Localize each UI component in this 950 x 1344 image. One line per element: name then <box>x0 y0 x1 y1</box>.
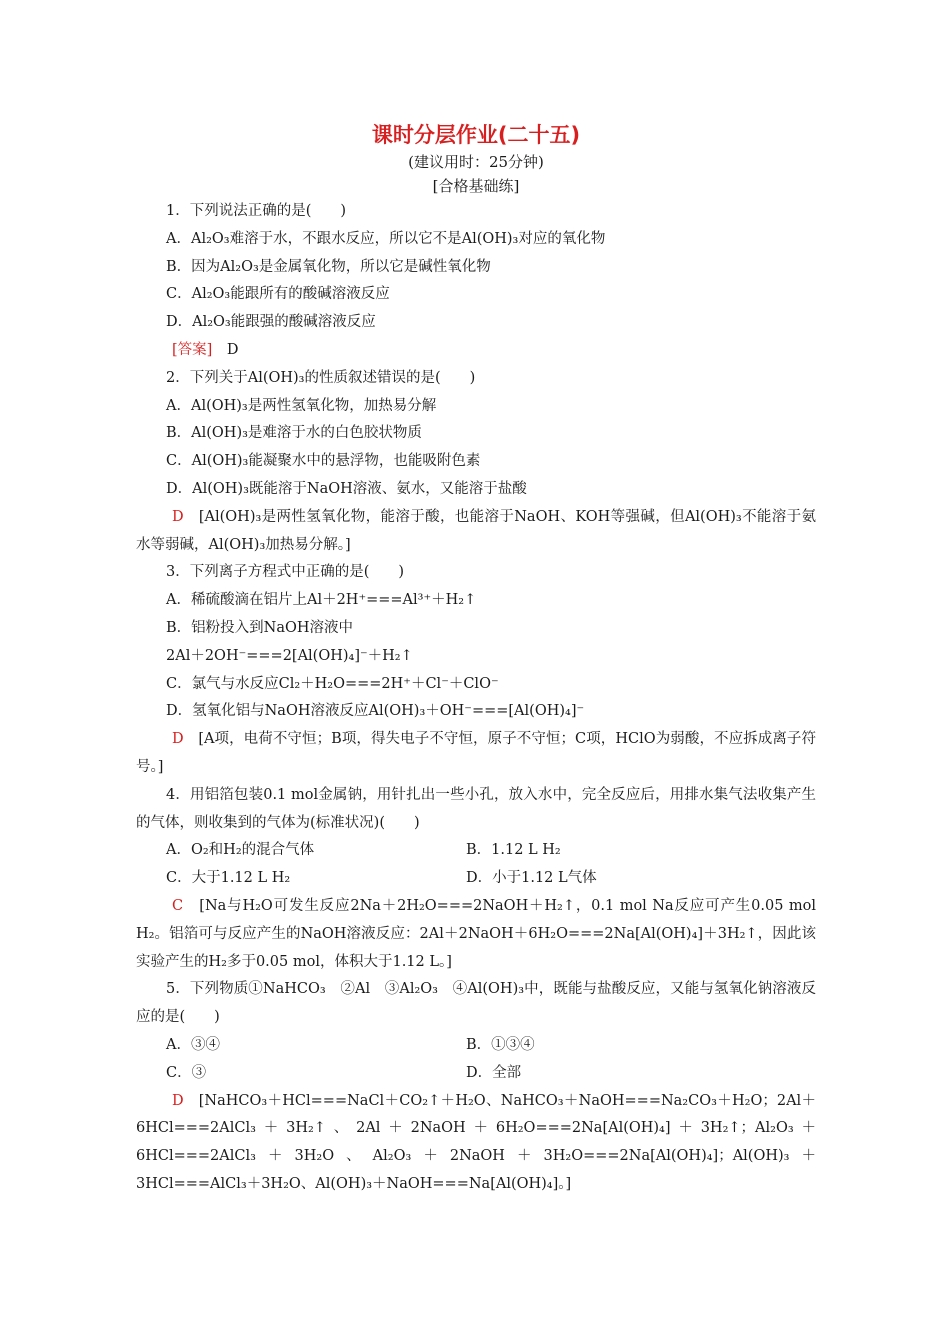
q1-option-c: C．Al₂O₃能跟所有的酸碱溶液反应 <box>166 286 390 303</box>
q4-option-d: D．小于1.12 L气体 <box>466 870 597 887</box>
q3-option-d: D．氢氧化铝与NaOH溶液反应Al(OH)₃＋OH⁻===[Al(OH)₄]⁻ <box>166 703 585 720</box>
q1-answer-letter: D <box>226 341 239 358</box>
q5-options-row-1 <box>136 1032 816 1060</box>
q3-option-b: B．铝粉投入到NaOH溶液中 <box>166 619 354 636</box>
q1-stem: 1．下列说法正确的是( ) <box>166 203 347 219</box>
q5-option-d: D．全部 <box>466 1064 522 1081</box>
q3-option-c: C．氯气与水反应Cl₂＋H₂O===2H⁺＋Cl⁻＋ClO⁻ <box>166 675 499 692</box>
q1-option-a: A．Al₂O₃难溶于水，不跟水反应，所以它不是Al(OH)₃对应的氧化物 <box>166 230 606 247</box>
time-note: (建议用时：25分钟) <box>408 153 544 171</box>
q3-option-a: A．稀硫酸滴在铝片上Al＋2H⁺===Al³⁺＋H₂↑ <box>166 592 477 609</box>
q1-option-b: B．因为Al₂O₃是金属氧化物，所以它是碱性氧化物 <box>166 258 491 275</box>
q5-option-b: B．①③④ <box>466 1036 535 1053</box>
q4-option-b: B．1.12 L H₂ <box>466 842 561 859</box>
q3-explain-text: [A项，电荷不守恒；B项，得失电子不守恒，原子不守恒；C项，HClO为弱酸，不应拆成离子符号。] <box>136 731 817 775</box>
q5-stem: 5．下列物质①NaHCO₃ ②Al ③Al₂O₃ ④Al(OH)₃中，既能与盐酸反应，又能与氢氧化钠溶液反应的是( ) <box>136 981 816 1026</box>
section-heading: [合格基础练] <box>432 177 520 195</box>
q4-explain-text: [Na与H₂O可发生反应2Na＋2H₂O===2NaOH＋H₂↑，0.1 mol Na反应可产生0.05 mol H₂。铝箔可与反应产生的NaOH溶液反应：2Al＋2NaOH＋6H₂O===2Na[Al(OH)₄]＋3H₂↑，因此该实验产生的H₂多于0.05 mol，体积大于1.12 L。] <box>136 897 816 970</box>
q4-answer-letter: C <box>172 897 184 914</box>
q2-answer-letter: D <box>172 508 184 525</box>
answer-tag: [答案] <box>172 341 213 358</box>
q4-explanation <box>136 893 816 976</box>
q1-option-d: D．Al₂O₃能跟强的酸碱溶液反应 <box>166 314 376 331</box>
q5-explain-text: [NaHCO₃＋HCl===NaCl＋CO₂↑＋H₂O、NaHCO₃＋NaOH===Na₂CO₃＋H₂O；2Al＋6HCl===2AlCl₃＋3H₂↑、2Al＋2NaOH＋6H₂O===2Na[Al(OH)₄]＋3H₂↑；Al₂O₃＋6HCl===2AlCl₃＋3H₂O、Al₂O₃＋2NaOH＋3H₂O===2Na[Al(OH)₄]；Al(OH)₃＋3HCl===AlCl₃＋3H₂O、Al(OH)₃＋NaOH===Na[Al(OH)₄]。] <box>136 1092 817 1192</box>
q3-explanation <box>136 726 816 782</box>
q2-explanation <box>136 504 816 560</box>
q4-option-c: C．大于1.12 L H₂ <box>166 870 291 887</box>
q3-option-b-equation: 2Al＋2OH⁻===2[Al(OH)₄]⁻＋H₂↑ <box>166 647 413 664</box>
q4-options-row-1 <box>136 837 816 865</box>
q5-options-row-2 <box>136 1060 816 1088</box>
q3-answer-letter: D <box>172 731 184 748</box>
q4-option-a: A．O₂和H₂的混合气体 <box>166 842 315 859</box>
q5-option-a: A．③④ <box>166 1036 220 1053</box>
q3-stem: 3．下列离子方程式中正确的是( ) <box>166 564 405 581</box>
q2-explain-text: [Al(OH)₃是两性氢氧化物，能溶于酸，也能溶于NaOH、KOH等强碱，但Al(OH)₃不能溶于氨水等弱碱，Al(OH)₃加热易分解。] <box>136 508 817 553</box>
q5-explanation <box>136 1088 816 1199</box>
q2-stem: 2．下列关于Al(OH)₃的性质叙述错误的是( ) <box>166 369 476 386</box>
q2-option-c: C．Al(OH)₃能凝聚水中的悬浮物，也能吸附色素 <box>166 453 481 470</box>
q2-option-d: D．Al(OH)₃既能溶于NaOH溶液、氨水，又能溶于盐酸 <box>166 480 527 497</box>
q5-option-c: C．③ <box>166 1064 207 1081</box>
q2-option-a: A．Al(OH)₃是两性氢氧化物，加热易分解 <box>166 397 437 414</box>
page-title: 课时分层作业(二十五) <box>371 123 581 147</box>
worksheet-page <box>136 120 816 1199</box>
q5-answer-letter: D <box>172 1092 184 1109</box>
q4-stem: 4．用铝箔包装0.1 mol金属钠，用针扎出一些小孔，放入水中，完全反应后，用排水集气法收集产生的气体，则收集到的气体为(标准状况)( ) <box>136 786 816 831</box>
q4-options-row-2 <box>136 865 816 893</box>
q1-answer <box>136 337 816 365</box>
q2-option-b: B．Al(OH)₃是难溶于水的白色胶状物质 <box>166 425 422 442</box>
